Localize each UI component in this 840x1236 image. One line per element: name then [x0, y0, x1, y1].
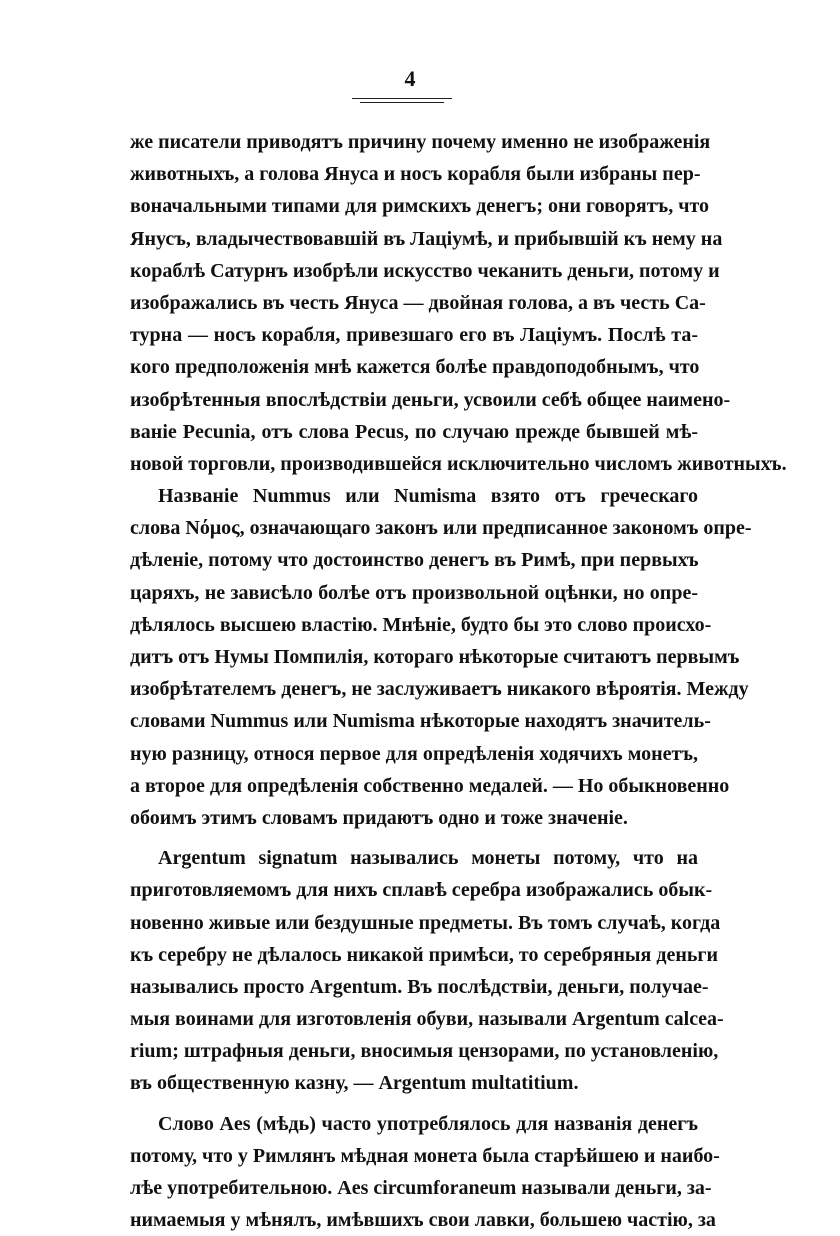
- text-line: дѣленіе, потому что достоинство денегъ въ Римѣ, при первыхъ: [130, 549, 699, 572]
- text-line: слова Nόμος, означающаго законъ или предписанное закономъ опре-: [130, 517, 752, 540]
- text-line: изображались въ честь Януса — двойная голова, а въ честь Са-: [130, 291, 706, 314]
- text-line: ваніе Pecunia, отъ слова Pecus, по случаю прежде бывшей мѣ-: [130, 420, 698, 443]
- paragraph: [130, 480, 752, 834]
- text-line: приготовляемомъ для нихъ сплавѣ серебра изображались обык-: [130, 879, 713, 902]
- text-line: же писатели приводятъ причину почему именно не изображенія: [130, 131, 711, 153]
- text-line: къ серебру не дѣлалось никакой примѣси, то серебряныя деньги: [130, 943, 719, 966]
- body-text: [130, 126, 787, 1236]
- text-line: Янусъ, владычествовавшій въ Лаціумѣ, и прибывшій къ нему на: [130, 227, 723, 250]
- text-line: новой торговли, производившейся исключительно числомъ животныхъ.: [130, 452, 787, 475]
- text-line: словами Nummus или Numisma нѣкоторые находятъ значитель-: [130, 710, 711, 733]
- text-line: rium; штрафныя деньги, вносимыя цензорами, по установленію,: [130, 1040, 719, 1063]
- text-line: Слово Aes (мѣдь) часто употреблялось для названія денегъ: [158, 1112, 698, 1135]
- text-line: изобрѣтенныя впослѣдствіи деньги, усвоили себѣ общее наимено-: [130, 388, 731, 411]
- text-line: воначальными типами для римскихъ денегъ; они говорятъ, что: [130, 195, 710, 218]
- text-line: обоимъ этимъ словамъ придаютъ одно и тоже значеніе.: [130, 806, 628, 829]
- text-line: Argentum signatum назывались монеты потому, что на: [158, 847, 698, 870]
- text-line: нимаемыя у мѣнялъ, имѣвшихъ свои лавки, большею частію, за: [130, 1209, 716, 1232]
- text-line: животныхъ, а голова Януса и носъ корабля были избраны пер-: [130, 163, 701, 186]
- text-line: дитъ отъ Нумы Помпилія, котораго нѣкоторые считаютъ первымъ: [130, 646, 740, 668]
- text-line: назывались просто Argentum. Въ послѣдствіи, деньги, получае-: [130, 975, 709, 998]
- text-line: потому, что у Римлянъ мѣдная монета была старѣйшею и наибо-: [130, 1144, 720, 1167]
- text-line: въ общественную казну, — Argentum multatitium.: [130, 1072, 579, 1095]
- text-line: ную разницу, относя первое для опредѣленія ходячихъ монетъ,: [130, 742, 698, 765]
- header-rule-lower: [360, 102, 444, 103]
- paragraph: [130, 842, 724, 1100]
- page-number: 4: [404, 66, 416, 91]
- paragraph: [130, 1108, 720, 1236]
- text-line: изобрѣтателемъ денегъ, не заслуживаетъ никакого вѣроятія. Между: [130, 678, 749, 701]
- text-line: царяхъ, не зависѣло болѣе отъ произвольной оцѣнки, но опре-: [130, 581, 698, 604]
- text-line: мыя воинами для изготовленія обуви, называли Argentum calcea-: [130, 1008, 724, 1031]
- text-line: новенно живые или бездушные предметы. Въ томъ случаѣ, когда: [130, 911, 721, 934]
- text-line: а второе для опредѣленія собственно медалей. — Но обыкновенно: [130, 774, 730, 797]
- text-line: турна — носъ корабля, привезшаго его въ Лаціумъ. Послѣ та-: [130, 324, 698, 347]
- header-rule: [352, 98, 452, 99]
- text-line: кораблѣ Сатурнъ изобрѣли искусство чеканить деньги, потому и: [130, 259, 720, 282]
- text-line: дѣлялось высшею властію. Мнѣніе, будто бы это слово происхо-: [130, 613, 712, 636]
- paragraph: [130, 126, 787, 480]
- text-line: лѣе употребительною. Aes circumforaneum называли деньги, за-: [130, 1177, 712, 1199]
- text-line: Названіе Nummus или Numisma взято отъ греческаго: [158, 485, 698, 508]
- text-line: кого предположенія мнѣ кажется болѣе правдоподобнымъ, что: [130, 356, 700, 379]
